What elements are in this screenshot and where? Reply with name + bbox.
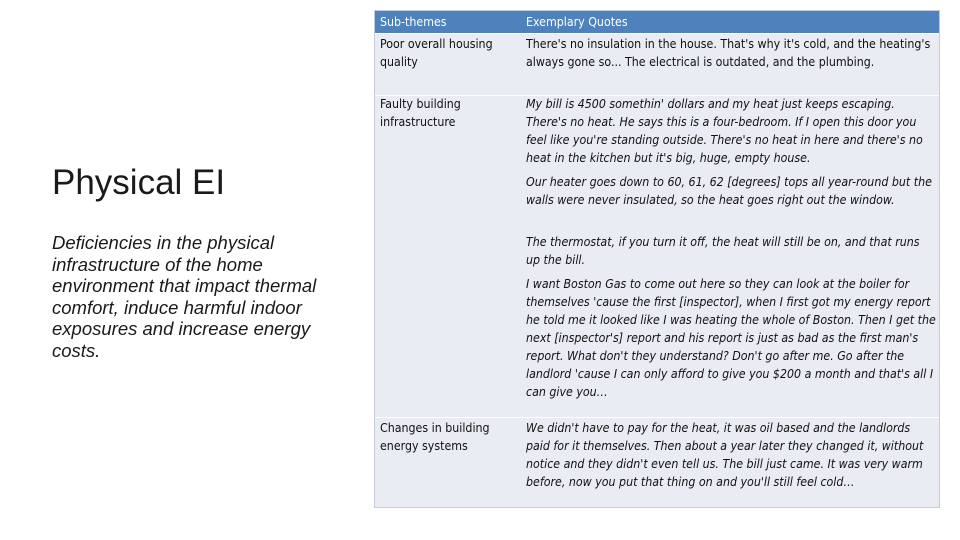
quote-cell: There's no insulation in the house. That's why it's cold, and the heating's always gone so... The electrical is outdated, and the plumbing. [526,37,931,69]
subtheme-faulty-infrastructure: Faulty building infrastructure [380,97,461,129]
row-divider [375,33,939,34]
section-title: Physical EI [52,163,226,202]
quote-cell: My bill is 4500 somethin' dollars and my heat just keeps escaping. There's no heat. He says this is a four-bedroom. If I open this door you feel like you're standing outside. There's no heat in here and there's no heat in the kitchen but it's big, huge, empty house. [526,97,923,165]
header-subthemes: Sub-themes [380,15,447,29]
quotes-table [374,10,940,508]
subtheme-energy-systems-changes: Changes in building energy systems [380,421,490,453]
subtheme-poor-housing-quality: Poor overall housing quality [380,37,493,69]
quote-cell: Our heater goes down to 60, 61, 62 [degrees] tops all year-round but the walls were never insulated, so the heat goes right out the window. [526,175,932,207]
header-exemplary-quotes: Exemplary Quotes [526,15,628,29]
quote-cell: I want Boston Gas to come out here so they can look at the boiler for themselves 'cause the first [inspector], when I first got my energy report he told me it looked like I was heating the whole of Boston. Then I get the next [inspector's] report and his report is just as bad as the first man's report. What don't they understand? Don't go after me. Go after the landlord 'cause I can only afford to give you $200 a month and that's all I can give you… [526,277,936,399]
table-header-row [375,11,939,33]
quote-cell: We didn't have to pay for the heat, it was oil based and the landlords paid for it themselves. Then about a year later they changed it, without notice and they didn't even tell us. The bill just came. It was very warm before, now you put that thing on and you'll still feel cold… [526,421,924,489]
row-divider [375,417,939,418]
section-description: Deficiencies in the physical infrastructure of the home environment that impact thermal comfort, induce harmful indoor exposures and increase energy costs. [52,232,317,361]
quote-cell: The thermostat, if you turn it off, the heat will still be on, and that runs up the bill. [526,235,920,267]
